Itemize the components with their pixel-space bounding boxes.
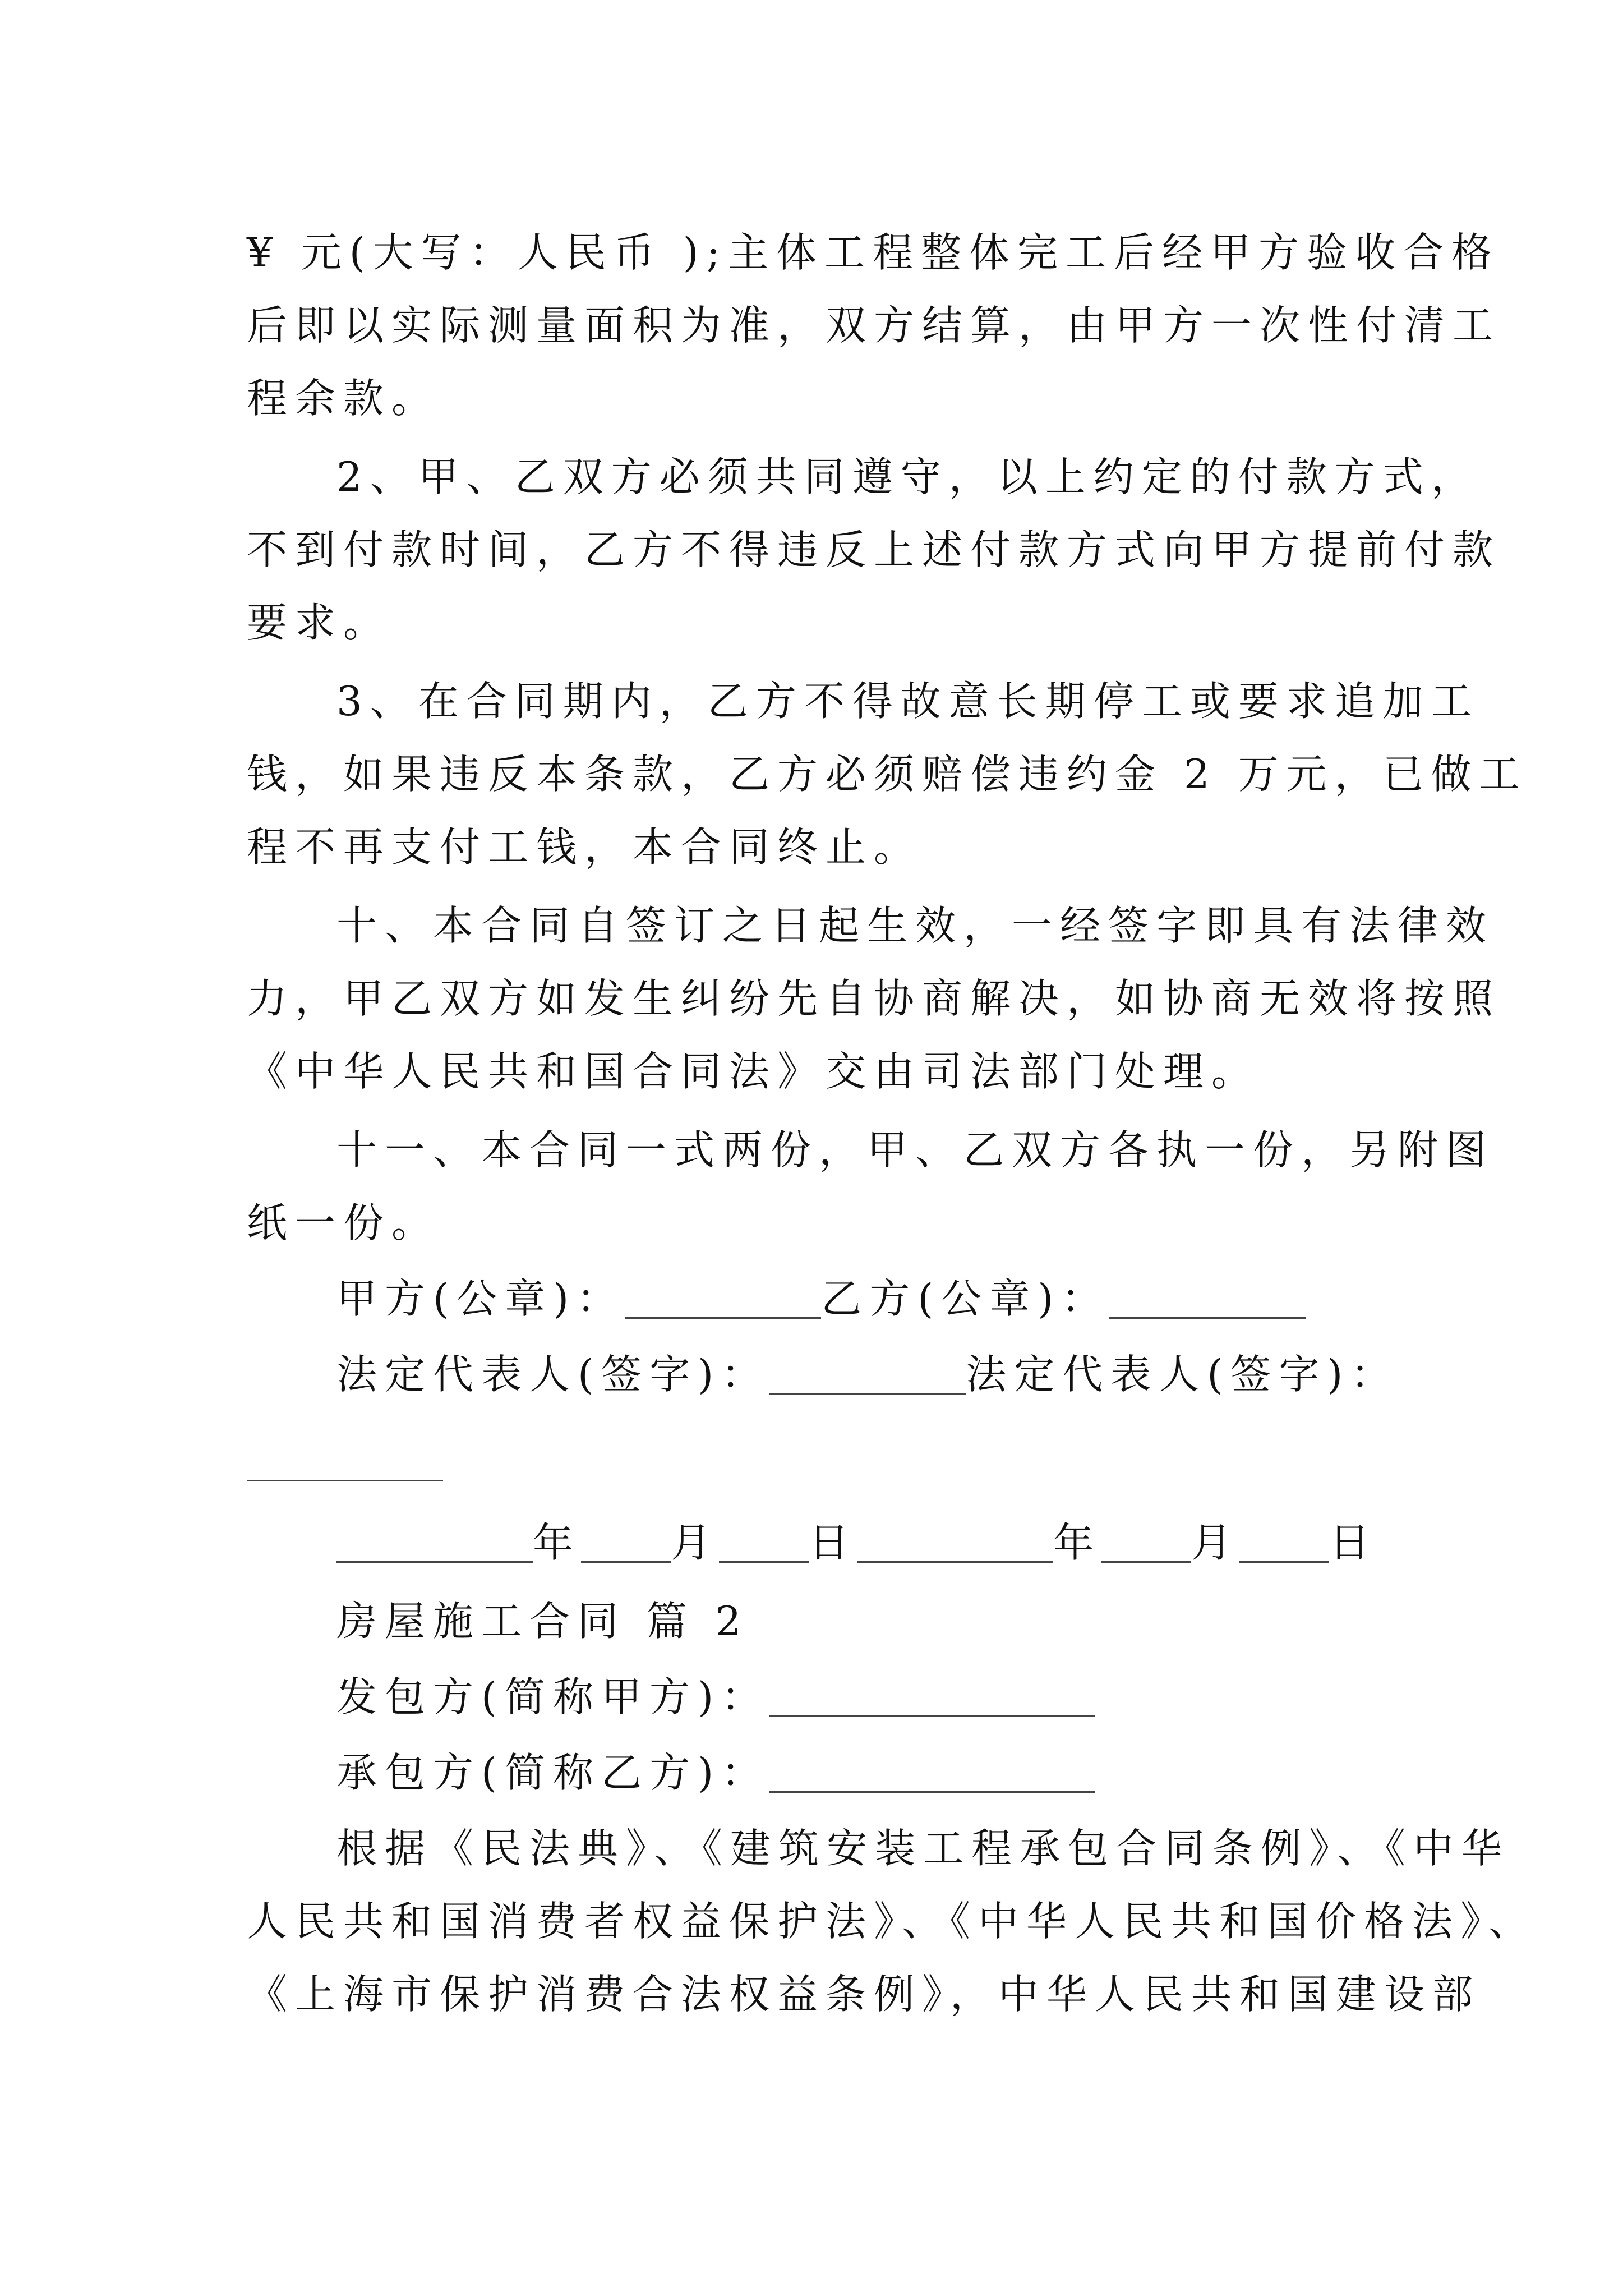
clause-11-line-2: 纸一份。 xyxy=(247,1199,440,1246)
legal-rep-b-label: 法定代表人(签字)： xyxy=(966,1351,1399,1398)
date-a-month-blank xyxy=(581,1521,671,1563)
date-a-year-label: 年 xyxy=(533,1519,582,1566)
date-b-month-blank xyxy=(1101,1521,1191,1563)
clause-3-line-2: 钱，如果违反本条款，乙方必须赔偿违约金 2 万元，已做工 xyxy=(247,751,1528,798)
employer-row xyxy=(336,1669,1095,1725)
date-b-year-label: 年 xyxy=(1053,1519,1102,1566)
payment-clause-line-2: 后即以实际测量面积为准，双方结算，由甲方一次性付清工 xyxy=(247,302,1501,349)
date-row xyxy=(336,1515,1377,1571)
date-b-day-label: 日 xyxy=(1329,1519,1378,1566)
date-b-year-blank xyxy=(857,1521,1053,1563)
legal-rep-a-label: 法定代表人(签字)： xyxy=(336,1351,770,1398)
date-a-day-blank xyxy=(719,1521,809,1563)
date-b-month-label: 月 xyxy=(1191,1519,1240,1566)
date-a-day-label: 日 xyxy=(809,1519,857,1566)
payment-clause-line-1: ¥ 元(大写：人民币 );主体工程整体完工后经甲方验收合格 xyxy=(247,229,1500,276)
date-b-day-blank xyxy=(1239,1521,1329,1563)
party-b-seal-label: 乙方(公章)： xyxy=(821,1275,1110,1322)
legal-rep-b-blank xyxy=(247,1480,443,1481)
clause-10-line-1: 十、本合同自签订之日起生效，一经签字即具有法律效 xyxy=(336,902,1495,949)
employer-blank xyxy=(769,1675,1095,1717)
party-b-seal-blank xyxy=(1109,1277,1306,1319)
party-a-seal-label: 甲方(公章)： xyxy=(336,1275,625,1322)
date-a-month-label: 月 xyxy=(671,1519,720,1566)
clause-2-line-3: 要求。 xyxy=(247,599,392,646)
basis-line-3: 《上海市保护消费合法权益条例》，中华人民共和国建设部 xyxy=(247,1971,1481,2018)
payment-clause-line-3: 程余款。 xyxy=(247,375,440,422)
clause-2-line-1: 2、甲、乙双方必须共同遵守，以上约定的付款方式， xyxy=(336,453,1479,500)
clause-2-line-2: 不到付款时间，乙方不得违反上述付款方式向甲方提前付款 xyxy=(247,526,1501,573)
clause-10-line-2: 力，甲乙双方如发生纠纷先自协商解决，如协商无效将按照 xyxy=(247,975,1501,1022)
clause-3-line-1: 3、在合同期内，乙方不得故意长期停工或要求追加工 xyxy=(336,678,1479,725)
basis-line-2: 人民共和国消费者权益保护法》、《中华人民共和国价格法》、 xyxy=(247,1898,1537,1945)
seal-row xyxy=(336,1271,1306,1327)
clause-3-line-3: 程不再支付工钱，本合同终止。 xyxy=(247,823,923,871)
section-2-title: 房屋施工合同 篇 2 xyxy=(336,1598,749,1645)
contractor-row xyxy=(336,1745,1095,1801)
contractor-label: 承包方(简称乙方)： xyxy=(336,1749,770,1796)
employer-label: 发包方(简称甲方)： xyxy=(336,1673,770,1720)
legal-rep-row xyxy=(336,1346,1399,1402)
party-a-seal-blank xyxy=(625,1277,821,1319)
clause-11-line-1: 十一、本合同一式两份，甲、乙双方各执一份，另附图 xyxy=(336,1126,1495,1174)
basis-line-1: 根据《民法典》、《建筑安装工程承包合同条例》、《中华 xyxy=(336,1825,1510,1872)
date-a-year-blank xyxy=(336,1521,533,1563)
legal-rep-a-blank xyxy=(769,1352,966,1395)
contractor-blank xyxy=(769,1751,1095,1793)
clause-10-line-3: 《中华人民共和国合同法》交由司法部门处理。 xyxy=(247,1048,1260,1095)
